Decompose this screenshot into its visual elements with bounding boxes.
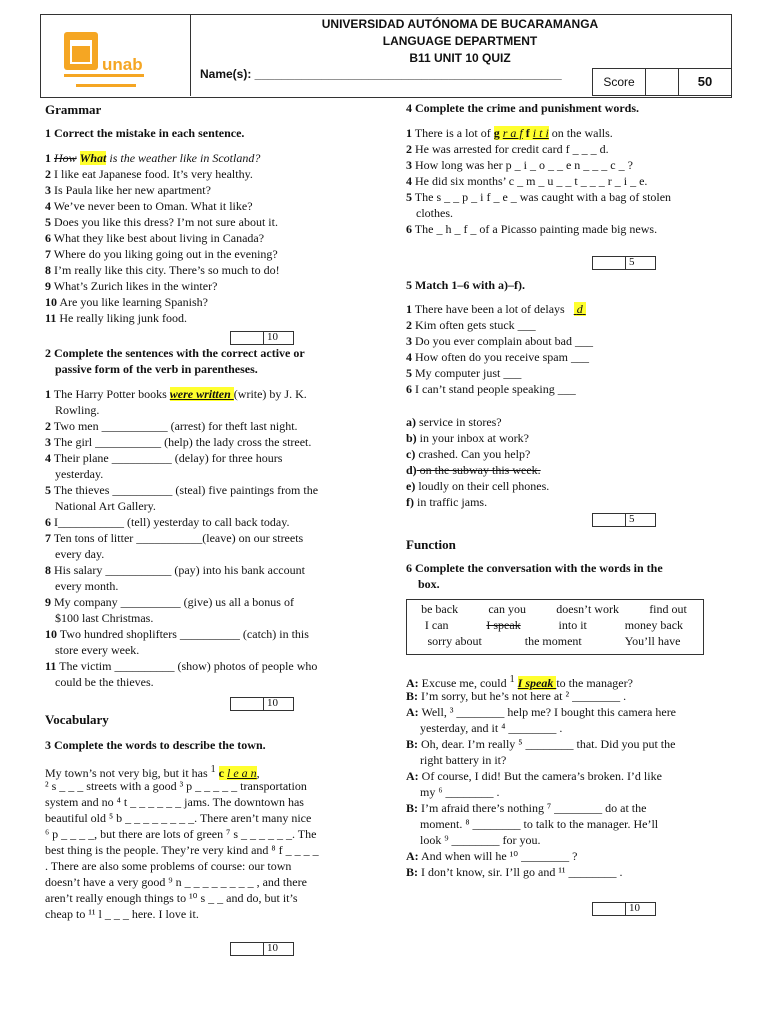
q4-title: 4 Complete the crime and punishment words. <box>406 101 639 115</box>
q1-item-1: 1 How What is the weather like in Scotland? <box>45 151 261 165</box>
q4-item-7: 6 The _ h _ f _ of a Picasso painting made big news. <box>406 222 658 236</box>
word-box-row <box>406 633 702 649</box>
q4-item-6: clothes. <box>416 206 453 220</box>
name-field[interactable]: Name(s): ______________________________________________ <box>200 67 562 81</box>
q2-line-2: Rowling. <box>55 403 100 417</box>
dialogue-line-5: B: Oh, dear. I’m really ⁵ ________ that. Did you put the <box>406 737 676 751</box>
score-box <box>592 68 732 96</box>
q5-item-1: 1 There have been a lot of delays d <box>406 301 586 317</box>
q3-line-3: system and no ⁴ t _ _ _ _ _ _ jams. The downtown has <box>45 795 304 809</box>
logo-underline-2 <box>76 84 136 87</box>
q2-line-17: store every week. <box>55 643 140 657</box>
q3-line-6: best thing is the people. They’re very kind and ⁸ f _ _ _ _ <box>45 843 319 857</box>
dialogue-line-3: A: Well, ³ ________ help me? I bought this camera here <box>406 705 677 719</box>
word-box-item: money back <box>624 618 684 632</box>
q2-line-7: 5 The thieves __________ (steal) five paintings from the <box>45 483 319 497</box>
q5-score-box: 5 <box>592 513 656 527</box>
q2-line-16: 10 Two hundred shoplifters __________ (catch) in this <box>45 627 309 641</box>
word-box-item: I speak <box>486 618 521 632</box>
q4-list <box>406 141 671 237</box>
function-heading: Function <box>406 537 456 552</box>
q2-title-2: passive form of the verb in parentheses. <box>55 362 258 376</box>
q2-line-3: 2 Two men ___________ (arrest) for theft last night. <box>45 419 298 433</box>
q5-answer-blank[interactable]: ___ <box>500 366 522 380</box>
q1-title: 1 Correct the mistake in each sentence. <box>45 126 245 140</box>
word-box-item: find out <box>649 602 687 616</box>
q5-title: 5 Match 1–6 with a)–f). <box>406 278 525 292</box>
q1-item-9: 9 What’s Zurich likes in the winter? <box>45 279 218 293</box>
q2-line-9: 6 I___________ (tell) yesterday to call back today. <box>45 515 290 529</box>
q2-line-6: yesterday. <box>55 467 104 481</box>
word-box-row <box>406 617 702 633</box>
q5-item-4: 4 How often do you receive spam ___ <box>406 350 589 364</box>
q2-line-18: 11 The victim __________ (show) photos of people who <box>45 659 318 673</box>
q3-line-2: ² s _ _ _ streets with a good ³ p _ _ _ _ _ transportation <box>45 779 307 793</box>
q1-item-10: 10 Are you like learning Spanish? <box>45 295 208 309</box>
word-box-item: doesn’t work <box>556 602 619 616</box>
quiz-title: B11 UNIT 10 QUIZ <box>409 51 511 65</box>
q2-line-11: every day. <box>55 547 105 561</box>
q4-item-2: 2 He was arrested for credit card f _ _ _ d. <box>406 142 609 156</box>
word-box-row <box>406 601 702 617</box>
q1-item-6: 6 What they like best about living in Canada? <box>45 231 265 245</box>
q5-item-2: 2 Kim often gets stuck ___ <box>406 318 536 332</box>
dialogue-line-9: B: I’m afraid there’s nothing ⁷ ________ do at the <box>406 801 647 815</box>
word-box-item: I can <box>424 618 449 632</box>
q2-line-13: every month. <box>55 579 119 593</box>
q2-line-8: National Art Gallery. <box>55 499 156 513</box>
score-label: Score <box>593 69 646 95</box>
q4-score-box: 5 <box>592 256 656 270</box>
q5-answer-a: a) service in stores? <box>406 415 502 429</box>
q5-answer-blank[interactable]: ___ <box>567 350 589 364</box>
q2-list <box>45 402 318 690</box>
q1-item-4: 4 We’ve never been to Oman. What it like? <box>45 199 253 213</box>
q4-item-1: 1 There is a lot of g r a f f i t i on the walls. <box>406 126 613 140</box>
word-box-item: can you <box>488 602 526 616</box>
q5-answer-b: b) in your inbox at work? <box>406 431 529 445</box>
q2-line-12: 8 His salary ___________ (pay) into his bank account <box>45 563 305 577</box>
grammar-heading: Grammar <box>45 102 102 117</box>
q4-item-5: 5 The s _ _ p _ i f _ e _ was caught with a bag of stolen <box>406 190 672 204</box>
dialogue-line-6: right battery in it? <box>420 753 507 767</box>
word-box-item: the moment <box>524 634 582 648</box>
q5-answer-blank[interactable]: ___ <box>514 318 536 332</box>
q4-item-3: 3 How long was her p _ i _ o _ _ e n _ _ _ c _ ? <box>406 158 633 172</box>
q3-line-4: beautiful old ⁵ b _ _ _ _ _ _ _ _. There aren’t many nice <box>45 811 312 825</box>
dialogue-line-2: B: I’m sorry, but he’s not here at ² ________ . <box>406 689 627 703</box>
dialogue-line-10: moment. ⁸ ________ to talk to the manager. He’ll <box>420 817 659 831</box>
q2-line-5: 4 Their plane __________ (delay) for three hours <box>45 451 283 465</box>
q5-answer-d: d) on the subway this week. <box>406 463 541 477</box>
q6-title-2: box. <box>418 577 440 591</box>
word-box-grid <box>406 601 702 649</box>
q2-score-box: 10 <box>230 697 294 711</box>
q1-item-7: 7 Where do you liking going out in the evening? <box>45 247 278 261</box>
dialogue-line-11: look ⁹ ________ for you. <box>420 833 541 847</box>
vocabulary-heading: Vocabulary <box>45 712 109 727</box>
q5-answer-e: e) loudly on their cell phones. <box>406 479 550 493</box>
q6-title-1: 6 Complete the conversation with the words in the <box>406 561 663 575</box>
dialogue-line-12: A: And when will he ¹⁰ ________ ? <box>406 849 578 863</box>
q1-score-box: 10 <box>230 331 294 345</box>
word-box-item: sorry about <box>427 634 482 648</box>
word-box-item: You’ll have <box>624 634 681 648</box>
dialogue-line-4: yesterday, and it ⁴ ________ . <box>420 721 563 735</box>
q5-item-6: 6 I can’t stand people speaking ___ <box>406 382 576 396</box>
q5-list <box>406 317 593 397</box>
q5-answer-c: c) crashed. Can you help? <box>406 447 531 461</box>
dialogue <box>406 688 676 880</box>
q2-line-10: 7 Ten tons of litter ___________(leave) on our streets <box>45 531 304 545</box>
q3-line-7: . There are also some problems of course: our town <box>45 859 292 873</box>
q2-line-15: $100 last Christmas. <box>55 611 154 625</box>
dialogue-line-1: A: Excuse me, could $^1$ I speak to the manager? <box>406 674 633 690</box>
dialogue-line-7: A: Of course, I did! But the camera’s broken. I’d like <box>406 769 662 783</box>
score-total: 50 <box>697 74 713 89</box>
q3-score-box: 10 <box>230 942 294 956</box>
q5-answer-blank[interactable]: ___ <box>554 382 576 396</box>
q5-item-3: 3 Do you ever complain about bad ___ <box>406 334 593 348</box>
q5-answer-f: f) in traffic jams. <box>406 495 488 509</box>
q2-line-19: could be the thieves. <box>55 675 154 689</box>
q5-item-5: 5 My computer just ___ <box>406 366 522 380</box>
department-name: LANGUAGE DEPARTMENT <box>382 34 538 48</box>
unab-logo-icon <box>64 32 98 70</box>
q1-item-3: 3 Is Paula like her new apartment? <box>45 183 211 197</box>
q1-item-2: 2 I like eat Japanese food. It’s very healthy. <box>45 167 253 181</box>
q3-line-8: doesn’t have a very good ⁹ n _ _ _ _ _ _ _ _ , and there <box>45 875 307 889</box>
q5-answer-blank[interactable]: ___ <box>571 334 593 348</box>
q5-answers <box>406 414 549 510</box>
q6-score-box: 10 <box>592 902 656 916</box>
q3-text <box>45 778 319 922</box>
q1-item-8: 8 I’m really like this city. There’s so much to do! <box>45 263 280 277</box>
dialogue-line-13: B: I don’t know, sir. I’ll go and ¹¹ ________ . <box>406 865 623 879</box>
q1-item-11: 11 He really liking junk food. <box>45 311 187 325</box>
university-name: UNIVERSIDAD AUTÓNOMA DE BUCARAMANGA <box>321 17 599 31</box>
word-box-item: be back <box>421 602 459 616</box>
q2-item-1: 1 The Harry Potter books were written (write) by J. K. <box>45 387 307 401</box>
logo-text: unab <box>102 55 143 74</box>
q3-line-5: ⁶ p _ _ _ _, but there are lots of green ⁷ s _ _ _ _ _ _. The <box>45 827 317 841</box>
logo-underline <box>64 74 144 77</box>
dialogue-line-8: my ⁶ ________ . <box>420 785 500 799</box>
word-box-item: into it <box>558 618 587 632</box>
q3-line-9: aren’t really enough things to ¹⁰ s _ _ and do, but it’s <box>45 891 298 905</box>
q4-item-4: 4 He did six months’ c _ m _ u _ _ t _ _ _ r _ i _ e. <box>406 174 648 188</box>
score-input[interactable] <box>646 69 679 95</box>
q3-title: 3 Complete the words to describe the town. <box>45 738 266 752</box>
q2-line-4: 3 The girl ___________ (help) the lady cross the street. <box>45 435 312 449</box>
q2-line-14: 9 My company __________ (give) us all a bonus of <box>45 595 294 609</box>
q3-line-10: cheap to ¹¹ l _ _ _ here. I love it. <box>45 907 199 921</box>
q1-list <box>45 166 280 326</box>
q1-item-5: 5 Does you like this dress? I’m not sure about it. <box>45 215 278 229</box>
q2-title-1: 2 Complete the sentences with the correct active or <box>45 346 305 360</box>
q3-line-1: My town’s not very big, but it has $^1$ c l e a n, <box>45 764 260 780</box>
